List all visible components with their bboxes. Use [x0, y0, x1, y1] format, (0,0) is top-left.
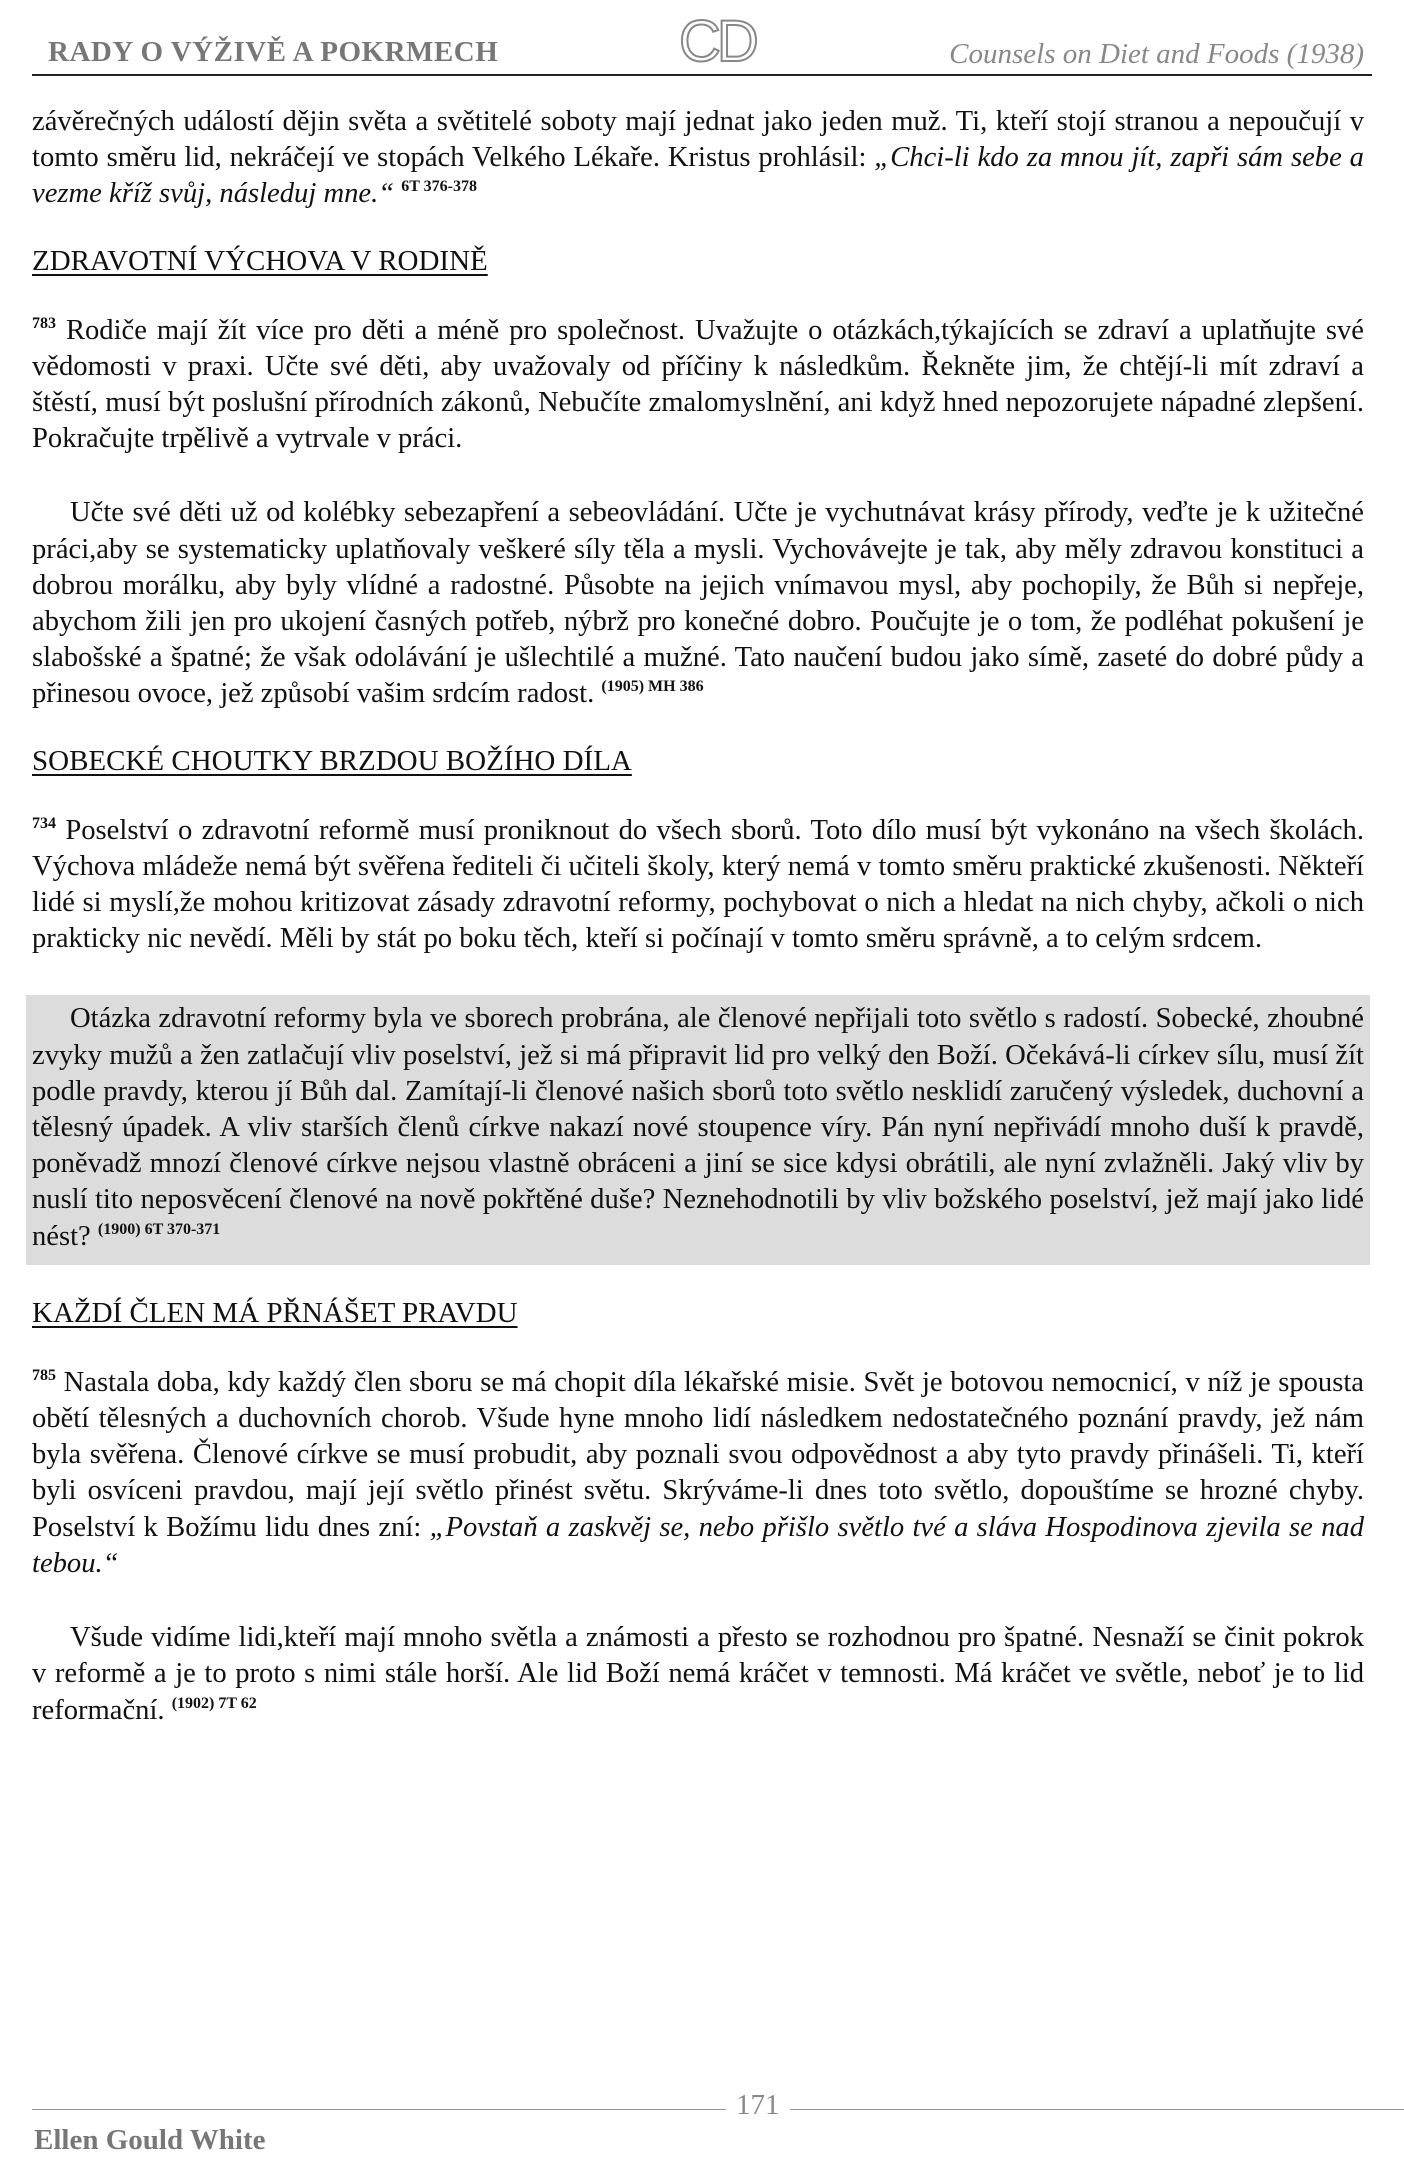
quote-text: „Povstaň a zaskvěj se, nebo přišlo světlo tvé a sláva Hospodinova zjevila se nad tebou.“ [32, 1511, 1365, 1579]
paragraph-number: 783 [32, 314, 56, 332]
paragraph-children-training [32, 495, 1364, 712]
paragraph-785 [32, 1365, 1364, 1582]
section-heading-every-member: KAŽDÍ ČLEN MÁ PŘNÁŠET PRAVDU [32, 1296, 518, 1329]
paragraph-734 [32, 813, 1364, 958]
cd-logo: CD [679, 9, 755, 74]
paragraph-number: 734 [32, 814, 56, 832]
header-book-title: RADY O VÝŽIVĚ A POKRMECH [48, 36, 499, 68]
page-header [32, 9, 1372, 76]
page-body [32, 104, 1364, 1729]
section-heading-selfish-appetites: SOBECKÉ CHOUTKY BRZDOU BOŽÍHO DÍLA [32, 744, 632, 777]
page-number: 171 [726, 2089, 790, 2122]
paragraph-text: Všude vidíme lidi,kteří mají mnoho světla a známosti a přesto se rozhodnou pro špatné. Nesnaží se činit pokrok v reformě a je to proto s nimi stále horší. Ale lid Boží nemá kráčet v temnosti. Má kráčet ve světle, neboť je to lid reformační. [32, 1622, 1364, 1726]
paragraph-text: Poselství o zdravotní reformě musí proniknout do všech sborů. Toto dílo musí být vykonáno na všech školách. Výchova mládeže nemá být svěřena řediteli či učiteli školy, který nemá v tomto směru praktické zkušenosti. Někteří lidé si myslí,že mohou kritizovat zásady zdravotní reformy, pochybovat o nich a hledat na nich chyby, ačkoli o nich prakticky nic nevědí. Měli by stát po boku těch, kteří si počínají v tomto směru správně, a to celým srdcem. [32, 814, 1364, 955]
reference: (1902) 7T 62 [171, 1694, 257, 1712]
paragraph-continued [32, 104, 1364, 213]
reference: (1905) MH 386 [601, 678, 704, 696]
quote-text: „Chci-li kdo za mnou jít, zapři sám sebe a vezme kříž svůj, následuj mne.“ [32, 142, 1364, 210]
paragraph-number: 785 [32, 1366, 56, 1384]
section-heading-family-health-education: ZDRAVOTNÍ VÝCHOVA V RODINĚ [32, 244, 488, 277]
reference: (1900) 6T 370-371 [97, 1220, 221, 1238]
paragraph-people-of-reform [32, 1620, 1364, 1729]
paragraph-783 [32, 313, 1364, 458]
paragraph-text: závěrečných událostí dějin světa a světitelé soboty mají jednat jako jeden muž. Ti, kteří stojí stranou a nepoučují v tomto směru lid, nekráčejí ve stopách Velkého Lékaře. Kristus prohlásil: [32, 106, 1364, 174]
highlighted-paragraph [26, 995, 1370, 1264]
paragraph-text: Nastala doba, kdy každý člen sboru se má chopit díla lékařské misie. Svět je botovou nemocnicí, v níž je spousta obětí tělesných a duchovních chorob. Všude hyne mnoho lidí následkem nedostatečného poznání pravdy, jež nám byla svěřena. Členové církve se musí probudit, aby poznali svou odpovědnost a aby tyto pravdy přinášeli. Ti, kteří byli osvíceni pravdou, mají její světlo přinést světu. Skrýváme-li dnes toto světlo, dopouštíme se hrozné chyby. Poselství k Božímu lidu dnes zní: [32, 1366, 1364, 1543]
paragraph-text: Učte své děti už od kolébky sebezapření a sebeovládání. Učte je vychutnávat krásy přírody, veďte je k užitečné práci,aby se systematicky uplatňovaly veškeré síly těla a mysli. Vychovávejte je tak, aby měly zdravou konstituci a dobrou morálku, aby byly vlídné a radostné. Působte na jejich vnímavou mysl, aby pochopily, že Bůh si nepřeje, abychom žili jen pro ukojení časných potřeb, nýbrž pro konečné dobro. Poučujte je o tom, že podléhat pokušení je slabošské a špatné; že však odolávání je ušlechtilé a mužné. Tato naučení budou jako símě, zaseté do dobré půdy a přinesou ovoce, jež způsobí vašim srdcím radost. [32, 497, 1364, 710]
paragraph-text: Rodiče mají žít více pro děti a méně pro společnost. Uvažujte o otázkách,týkajících se zdraví a uplatňujte své vědomosti v praxi. Učte své děti, aby uvažovaly od příčiny k následkům. Řekněte jim, že chtějí-li mít zdraví a štěstí, musí být poslušní přírodních zákonů, Nebučíte zmalomyslnění, ani když hned nepozorujete nápadné zlepšení. Pokračujte trpělivě a vytrvale v práci. [32, 314, 1364, 455]
footer-author: Ellen Gould White [34, 2124, 266, 2156]
footer-rule [32, 2109, 1404, 2110]
reference: 6T 376-378 [401, 178, 478, 196]
paragraph-text: Otázka zdravotní reformy byla ve sborech probrána, ale členové nepřijali toto světlo s radostí. Sobecké, zhoubné zvyky mužů a žen zatlačují vliv poselství, jež si má připravit lid pro velký den Boží. Očekává-li církev sílu, musí žít podle pravdy, kterou jí Bůh dal. Zamítají-li členové našich sborů toto světlo nesklidí zaručený výsledek, duchovní a tělesný úpadek. A vliv starších členů církve nakazí nové stoupence víry. Pán nyní nepřivádí mnoho duší k pravdě, poněvadž mnozí členové církve nejsou vlastně obráceni a jiní se sice kdysi obrátili, ale nyní zvlažněli. Jaký vliv by nuslí tito neposvěcení členové na nově pokřtěné duše? Neznehodnotili by vliv božského poselství, jež mají jako lidé nést? [32, 1003, 1364, 1252]
paragraph-health-reform-question [32, 1001, 1364, 1254]
header-english-title: Counsels on Diet and Foods (1938) [949, 38, 1364, 70]
